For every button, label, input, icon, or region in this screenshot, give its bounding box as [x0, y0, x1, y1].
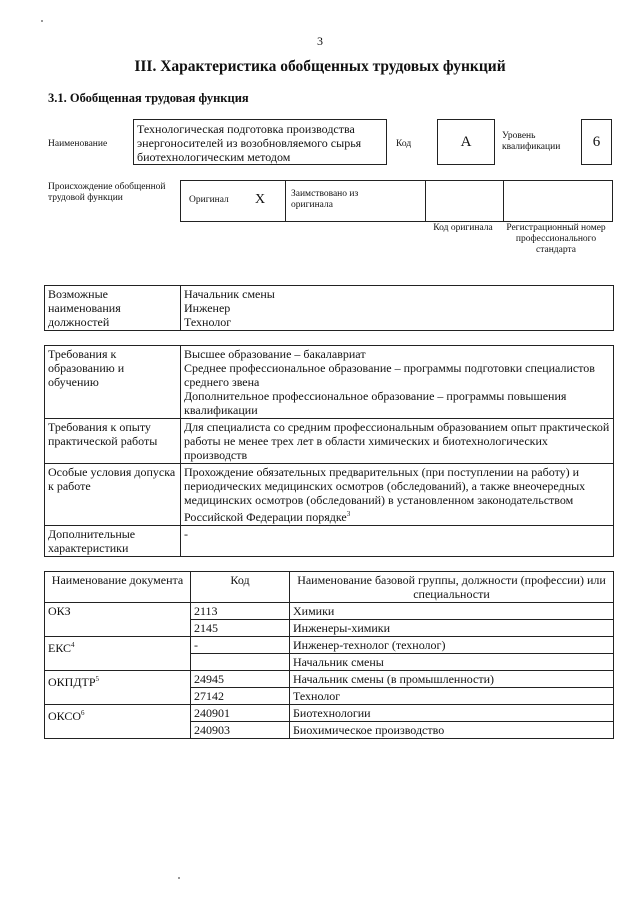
row-name: Инженеры-химики	[290, 620, 614, 637]
code-label: Код	[396, 139, 412, 149]
divider	[425, 181, 426, 221]
positions-values	[181, 286, 614, 331]
row-code	[191, 654, 290, 671]
position-item: Начальник смены	[184, 287, 275, 301]
divider	[503, 181, 504, 221]
requirement-line: Прохождение обязательных предварительных (при поступлении на работу) и периодических медицинских осмотров (обследований), а также внеочередных медицинских осмотров (обследований) в установленном законодательством Российской Федерации порядке	[184, 465, 586, 524]
row-code: 27142	[191, 688, 290, 705]
doc-name: ЕКС	[48, 641, 72, 655]
code-value: А	[437, 119, 495, 165]
doc-name: ОКПДТР	[48, 675, 96, 689]
doc-name: ОКСО	[48, 709, 82, 723]
page-number: 3	[317, 34, 323, 48]
position-item: Технолог	[184, 315, 232, 329]
footnote-mark: 6	[81, 709, 85, 717]
requirements-row	[45, 464, 614, 526]
table-row	[45, 637, 614, 654]
row-name: Инженер-технолог (технолог)	[290, 637, 614, 654]
reg-caption: Регистрационный номер профессионального стандарта	[506, 223, 606, 255]
row-name: Начальник смены (в промышленности)	[290, 671, 614, 688]
row-code: 24945	[191, 671, 290, 688]
level-value: 6	[581, 119, 612, 165]
header-doc: Наименование документа	[45, 572, 191, 603]
original-label: Оригинал	[189, 195, 229, 205]
subsection-title: 3.1. Обобщенная трудовая функция	[48, 91, 249, 105]
classifier-header-row	[45, 572, 614, 603]
header-name: Наименование базовой группы, должности (профессии) или специальности	[290, 572, 614, 603]
scan-speck	[41, 20, 43, 22]
scan-speck	[178, 877, 180, 879]
row-name: Биотехнологии	[290, 705, 614, 722]
requirement-label: Дополнительные характеристики	[45, 526, 181, 557]
requirements-row	[45, 346, 614, 419]
row-code: 2145	[191, 620, 290, 637]
divider	[285, 181, 286, 221]
row-name: Технолог	[290, 688, 614, 705]
requirement-line: Для специалиста со средним профессиональным образованием опыт практической работы не менее трех лет в области химических и биотехнологических производств	[184, 420, 610, 462]
table-row	[45, 603, 614, 620]
origin-box	[180, 180, 613, 222]
requirement-label: Требования к образованию и обучению	[45, 346, 181, 419]
row-name: Биохимическое производство	[290, 722, 614, 739]
footnote-mark: 3	[346, 510, 351, 518]
positions-label: Возможные наименования должностей	[45, 286, 181, 331]
requirement-label: Особые условия допуска к работе	[45, 464, 181, 526]
footnote-mark: 5	[95, 675, 100, 683]
footnote-mark: 4	[71, 641, 75, 649]
code-caption: Код оригинала	[433, 223, 493, 233]
requirement-line: -	[184, 527, 188, 541]
borrowed-label: Заимствовано из оригинала	[291, 189, 359, 210]
name-value: Технологическая подготовка производства энергоносителей из возобновляемого сырья биотехнологическим методом	[133, 119, 387, 165]
requirements-row	[45, 419, 614, 464]
classifier-table	[44, 571, 614, 739]
level-label: Уровень квалификации	[502, 131, 561, 152]
row-code: 2113	[191, 603, 290, 620]
row-name: Начальник смены	[290, 654, 614, 671]
origin-label: Происхождение обобщенной трудовой функции	[48, 182, 166, 203]
table-row	[45, 705, 614, 722]
table-row	[45, 671, 614, 688]
requirement-line: Дополнительное профессиональное образование – программы повышения квалификации	[184, 389, 567, 417]
positions-table	[44, 285, 614, 331]
row-name: Химики	[290, 603, 614, 620]
position-item: Инженер	[184, 301, 231, 315]
row-code: -	[191, 637, 290, 654]
name-label: Наименование	[48, 139, 108, 149]
section-title: III. Характеристика обобщенных трудовых функций	[134, 58, 506, 75]
row-code: 240901	[191, 705, 290, 722]
header-code: Код	[191, 572, 290, 603]
requirement-label: Требования к опыту практической работы	[45, 419, 181, 464]
row-code: 240903	[191, 722, 290, 739]
requirements-row	[45, 526, 614, 557]
requirement-line: Высшее образование – бакалавриат	[184, 347, 366, 361]
requirements-table	[44, 345, 614, 557]
doc-name: ОКЗ	[48, 604, 71, 618]
requirement-line: Среднее профессиональное образование – программы подготовки специалистов среднего звена	[184, 361, 595, 389]
original-mark: X	[255, 192, 266, 207]
